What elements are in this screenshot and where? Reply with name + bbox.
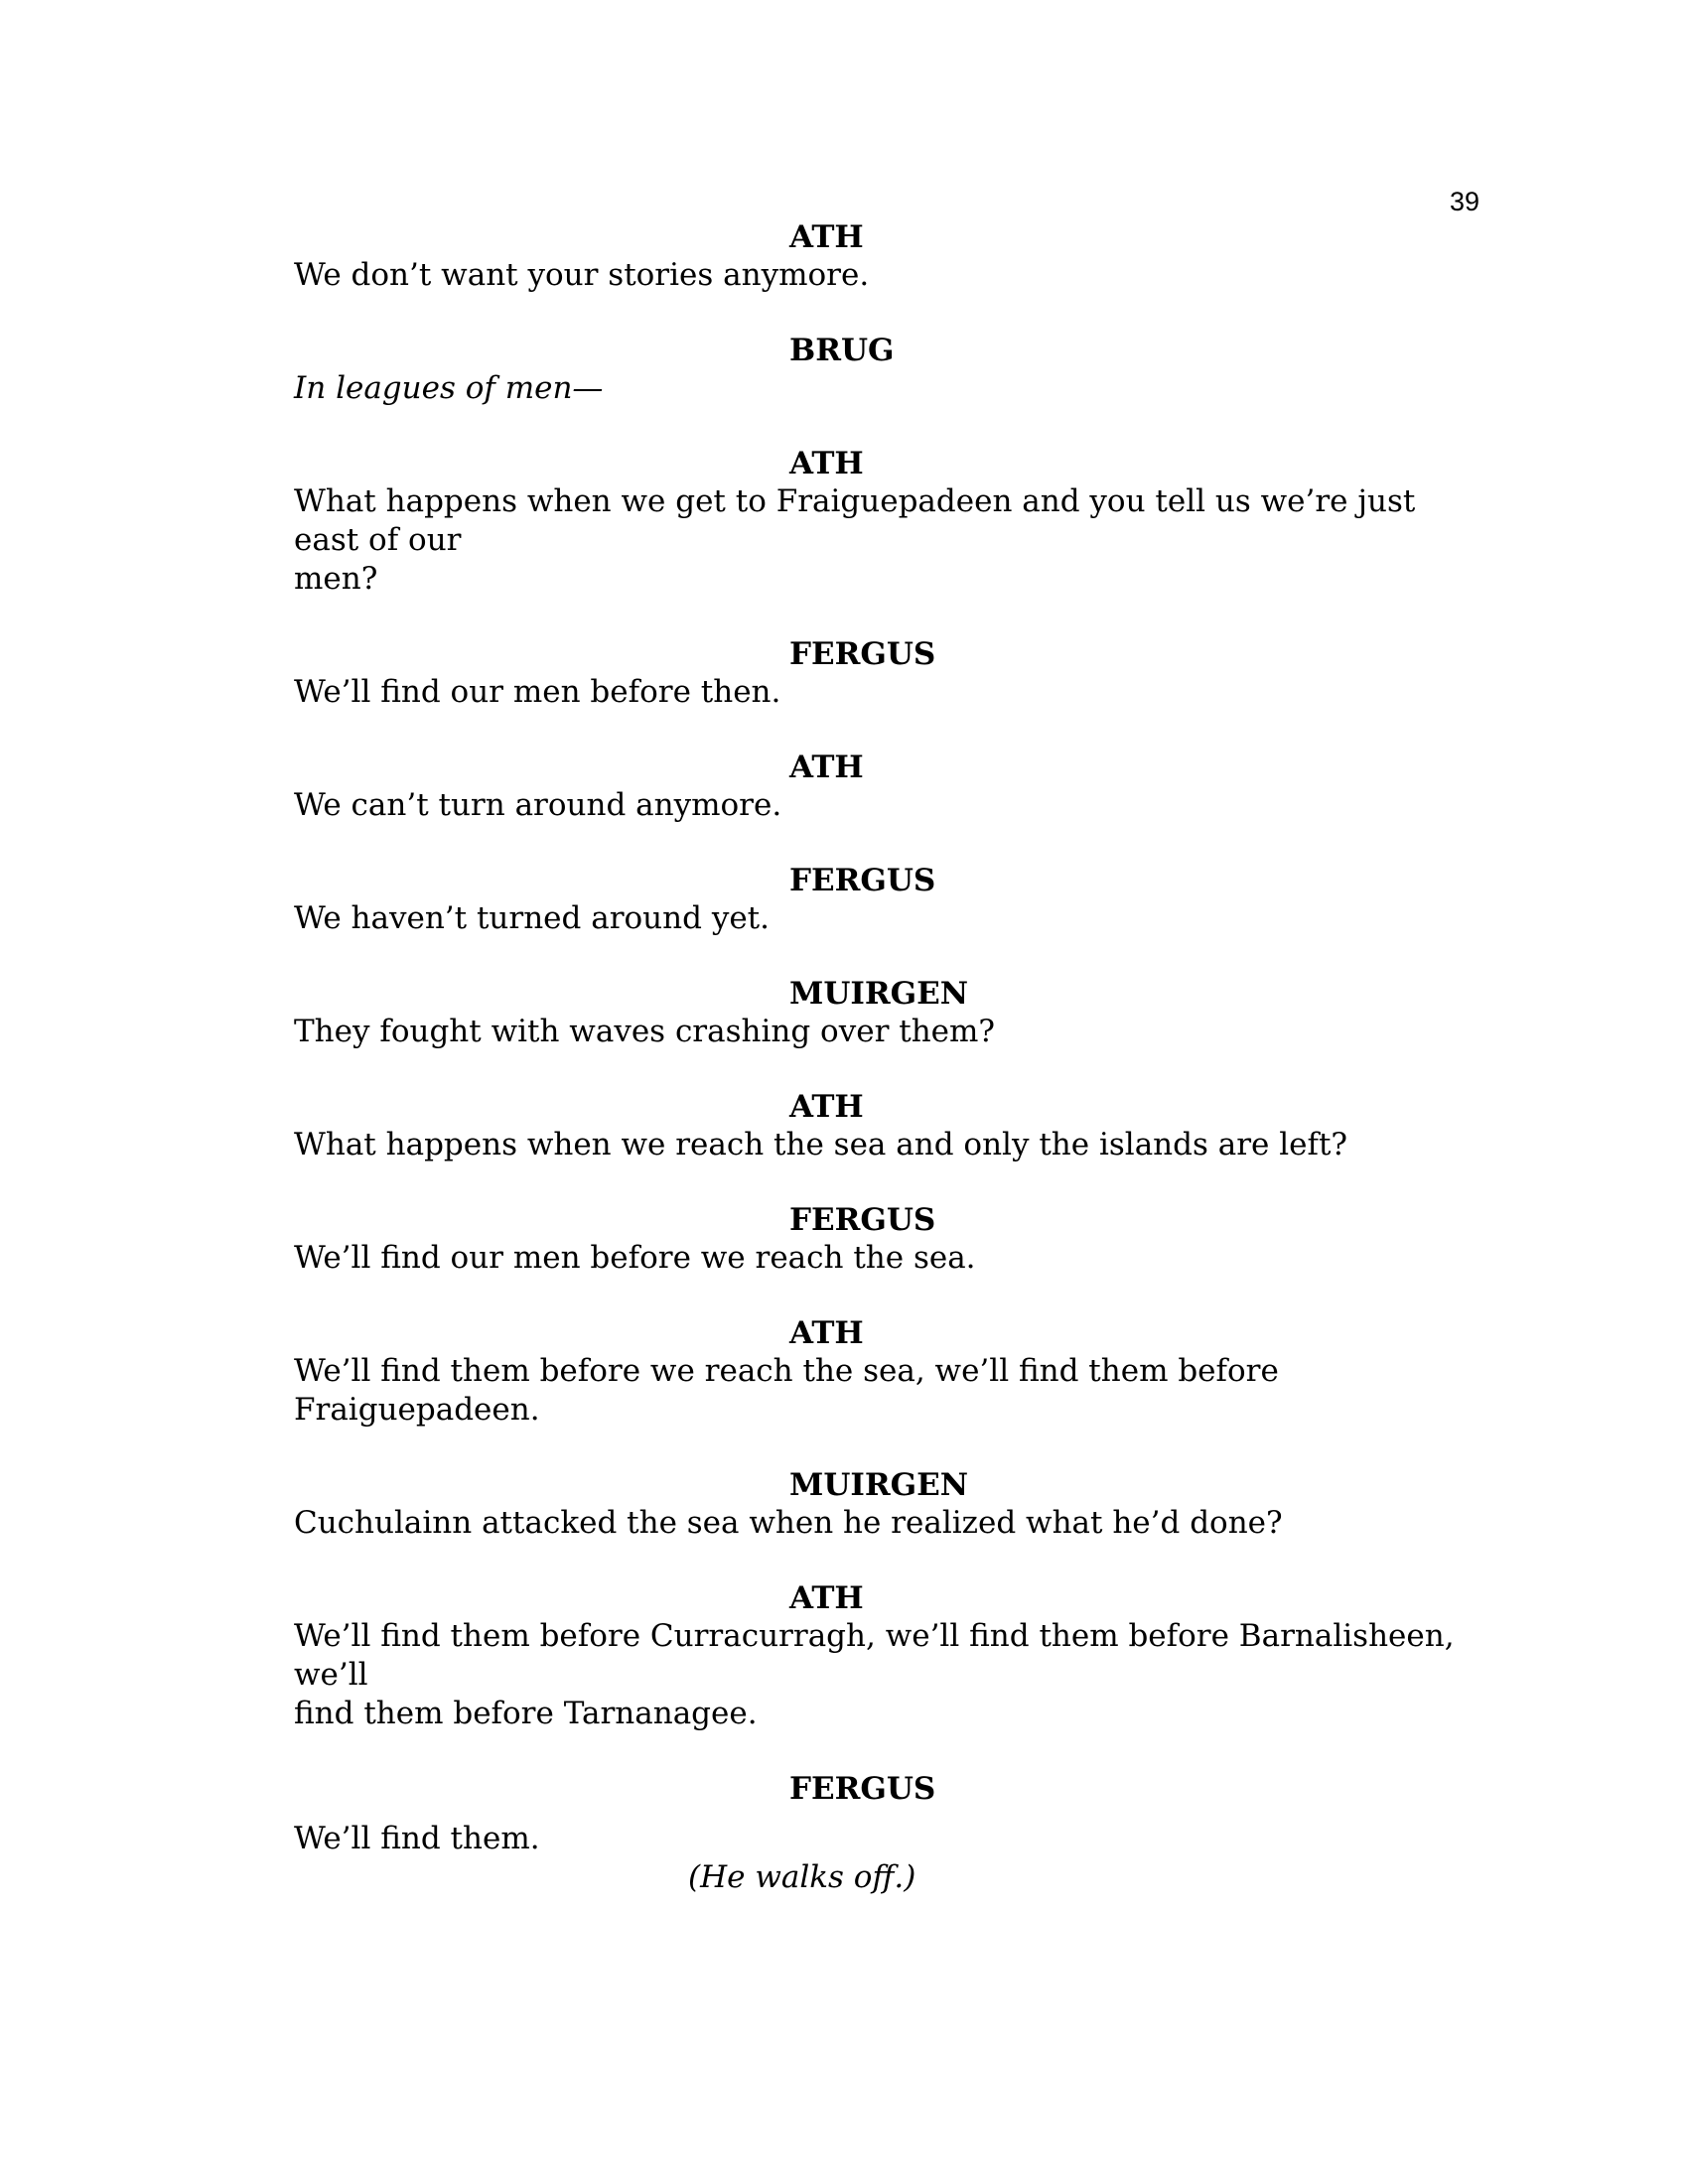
dialogue-line: Cuchulainn attacked the sea when he realized what he’d done?: [294, 1505, 1283, 1541]
speaker-name: FERGUS: [789, 636, 936, 672]
dialogue-block: [294, 218, 1485, 295]
speaker-name: FERGUS: [789, 863, 936, 898]
dialogue-block: [294, 1770, 1485, 1897]
speaker-name: ATH: [789, 750, 864, 785]
speaker-name: FERGUS: [789, 1202, 936, 1238]
dialogue-block: [294, 332, 1485, 408]
speaker-name: FERGUS: [789, 1771, 936, 1807]
dialogue-line: We’ll find them.: [294, 1821, 540, 1856]
stage-direction: (He walks off.): [688, 1859, 916, 1895]
speaker-name: ATH: [789, 1315, 864, 1351]
dialogue-line: They fought with waves crashing over them?: [294, 1014, 996, 1049]
dialogue-line: We’ll find them before Curracurragh, we’ll find them before Barnalisheen, we’ll: [294, 1618, 1465, 1693]
dialogue-block: [294, 1466, 1485, 1543]
dialogue-block: [294, 445, 1485, 599]
dialogue-line: We’ll find our men before we reach the sea.: [294, 1240, 976, 1276]
dialogue-block: [294, 1314, 1485, 1430]
speaker-name: ATH: [789, 1580, 864, 1616]
speaker-name: MUIRGEN: [789, 976, 969, 1012]
dialogue-line: What happens when we reach the sea and only the islands are left?: [294, 1127, 1348, 1162]
dialogue-line: In leagues of men—: [294, 370, 604, 406]
speaker-name: BRUG: [789, 333, 895, 368]
page-number: 39: [1450, 187, 1480, 216]
dialogue-block: [294, 635, 1485, 712]
speaker-name: MUIRGEN: [789, 1467, 969, 1503]
dialogue-block: [294, 1579, 1485, 1733]
dialogue-line: We’ll find our men before then.: [294, 674, 781, 710]
dialogue-line: We’ll find them before we reach the sea, we’ll find them before Fraiguepadeen.: [294, 1353, 1289, 1428]
dialogue-line: men?: [294, 561, 378, 597]
dialogue-line: We don’t want your stories anymore.: [294, 257, 870, 293]
dialogue-block: [294, 975, 1485, 1051]
script-body: [294, 218, 1485, 1934]
dialogue-line: We can’t turn around anymore.: [294, 787, 782, 823]
speaker-name: ATH: [789, 219, 864, 255]
speaker-name: ATH: [789, 446, 864, 481]
dialogue-line: find them before Tarnanagee.: [294, 1696, 758, 1731]
dialogue-block: [294, 749, 1485, 825]
dialogue-block: [294, 862, 1485, 938]
dialogue-block: [294, 1201, 1485, 1278]
dialogue-line: What happens when we get to Fraiguepadeen and you tell us we’re just east of our: [294, 483, 1426, 558]
dialogue-block: [294, 1088, 1485, 1164]
dialogue-line: We haven’t turned around yet.: [294, 900, 770, 936]
speaker-name: ATH: [789, 1089, 864, 1125]
